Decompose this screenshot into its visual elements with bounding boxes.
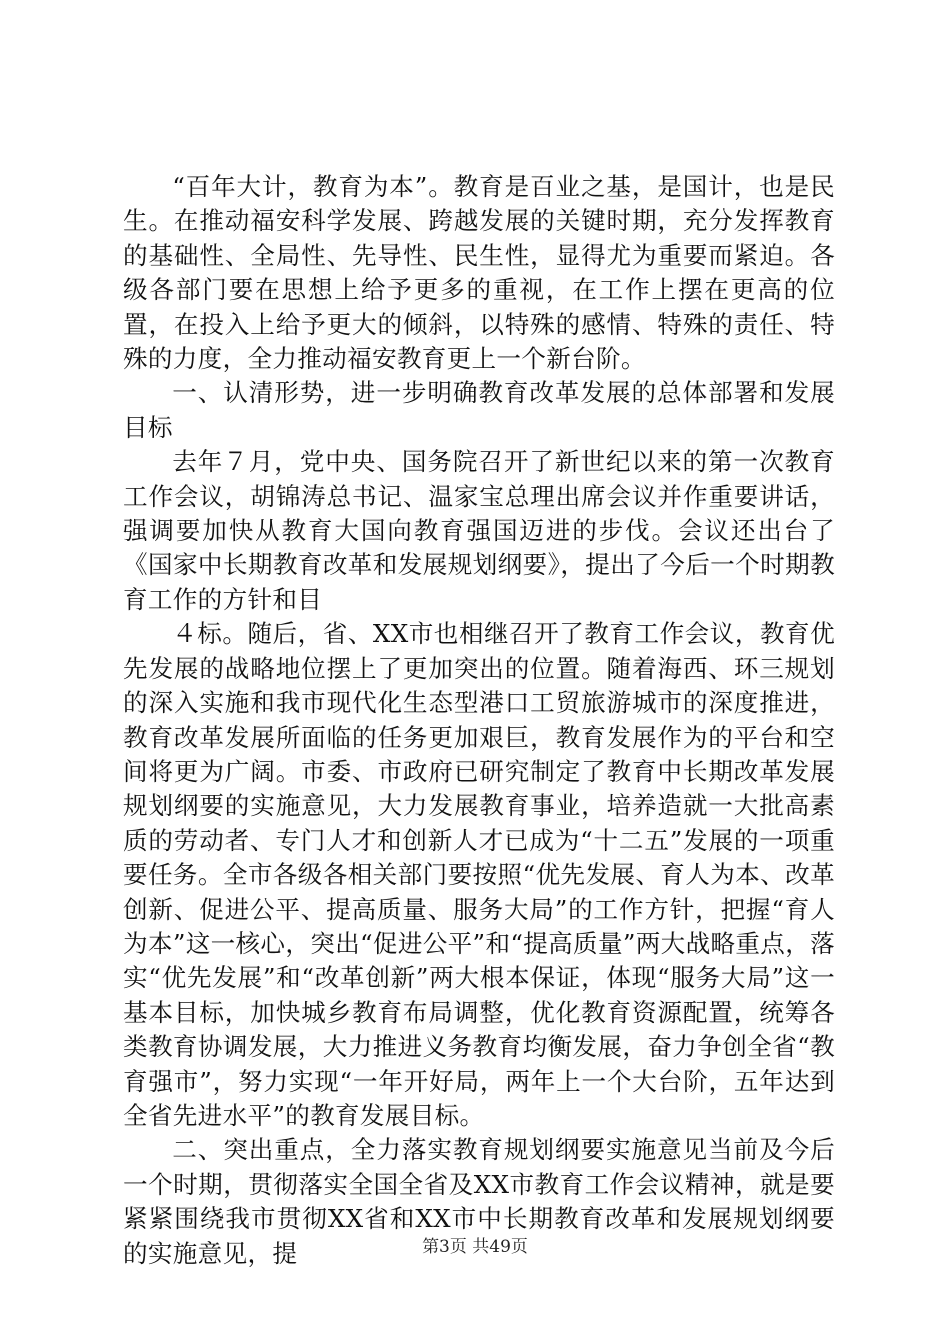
paragraph-development-goals: ４标。随后，省、XX市也相继召开了教育工作会议，教育优先发展的战略地位摆上了更加突出的位置。随着海西、环三规划的深入实施和我市现代化生态型港口工贸旅游城市的深度推进，教育改革发展所面临的任务更加艰巨，教育发展作为的平台和空间将更为广阔。市委、市政府已研究制定了教育中长期改革发展规划纲要的实施意见，大力发展教育事业，培养造就一大批高素质的劳动者、专门人才和创新人才已成为“十二五”发展的一项重要任务。全市各级各相关部门要按照“优先发展、育人为本、改革创新、促进公平、提高质量、服务大局”的工作方针，把握“育人为本”这一核心，突出“促进公平”和“提高质量”两大战略重点，落实“优先发展”和“改革创新”两大根本保证，体现“服务大局”这一基本目标，加快城乡教育布局调整，优化教育资源配置，统筹各类教育协调发展，大力推进义务教育均衡发展，奋力争创全省“教育强市”，努力实现“一年开好局，两年上一个大台阶，五年达到全省先进水平”的教育发展目标。 [123, 619, 835, 1130]
paragraph-section-one-heading: 一、认清形势，进一步明确教育改革发展的总体部署和发展目标 [123, 378, 835, 442]
document-body [123, 170, 835, 1271]
page-footer: 第3页 共49页 [422, 1237, 528, 1257]
paragraph-section-two: 二、突出重点，全力落实教育规划纲要实施意见当前及今后一个时期，贯彻落实全国全省及XX市教育工作会议精神，就是要紧紧围绕我市贯彻XX省和XX市中长期教育改革和发展规划纲要的实施意见，提 [123, 1135, 835, 1268]
paragraph-national-conference: 去年７月，党中央、国务院召开了新世纪以来的第一次教育工作会议，胡锦涛总书记、温家宝总理出席会议并作重要讲话，强调要加快从教育大国向教育强国迈进的步伐。会议还出台了《国家中长期教育改革和发展规划纲要》，提出了今后一个时期教育工作的方针和目 [123, 447, 835, 614]
paragraph-intro: “百年大计，教育为本”。教育是百业之基，是国计，也是民生。在推动福安科学发展、跨越发展的关键时期，充分发挥教育的基础性、全局性、先导性、民生性，显得尤为重要而紧迫。各级各部门要在思想上给予更多的重视，在工作上摆在更高的位置，在投入上给予更大的倾斜，以特殊的感情、特殊的责任、特殊的力度，全力推动福安教育更上一个新台阶。 [123, 172, 835, 374]
